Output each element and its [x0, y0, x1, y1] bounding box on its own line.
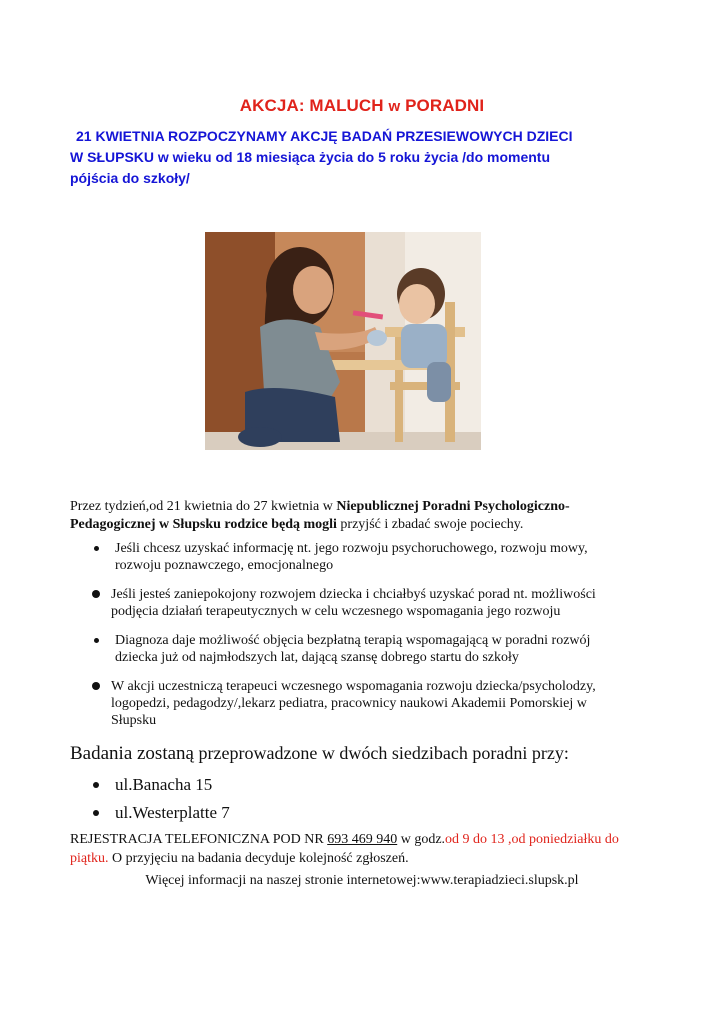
locations-heading — [70, 743, 670, 765]
bullet-icon — [92, 682, 100, 690]
list-item-line: Jeśli jesteś zaniepokojony rozwojem dziecka i chciałbyś uzyskać porad nt. możliwości — [111, 587, 596, 602]
bullet-icon — [93, 810, 99, 816]
subtitle-line-3: pójścia do szkoły/ — [70, 170, 190, 186]
registration-text: REJESTRACJA TELEFONICZNA POD NR — [70, 832, 328, 847]
registration-text-3: O przyjęciu na badania decyduje kolejność zgłoszeń. — [108, 851, 409, 866]
list-item-line: Jeśli chcesz uzyskać informację nt. jego rozwoju psychoruchowego, rozwoju mowy, — [115, 541, 588, 556]
intro-text: Przez tydzień,od 21 kwietnia do 27 kwietnia w — [70, 499, 337, 514]
locations-heading-rest: przeprowadzone w dwóch siedzibach poradni przy: — [193, 743, 569, 763]
intro-text-2: przyjść i zbadać swoje pociechy. — [336, 517, 524, 532]
address-list — [90, 774, 230, 830]
locations-heading-big: Badania zostaną — [70, 743, 194, 764]
registration-hours: od 9 do 13 ,od poniedziałku do — [445, 832, 619, 847]
list-item — [90, 586, 670, 620]
list-item-line: Diagnoza daje możliwość objęcia bezpłatną terapią wspomagającą w poradni rozwój — [115, 633, 591, 648]
phone-link[interactable]: 693 469 940 — [327, 832, 398, 847]
list-item-line: rozwoju poznawczego, emocjonalnego — [115, 558, 334, 573]
list-item-line: logopedzi, pedagodzy/,lekarz pediatra, pracownicy naukowi Akademii Pomorskiej w — [111, 696, 587, 711]
title-main: AKCJA: MALUCH — [239, 96, 389, 115]
address-banacha: ul.Banacha 15 — [115, 775, 213, 794]
title-rest: PORADNI — [400, 96, 485, 115]
list-item-line: podjęcia działań terapeutycznych w celu wczesnego wspomagania jego rozwoju — [111, 604, 561, 619]
intro-paragraph — [70, 498, 670, 534]
list-item — [90, 678, 670, 729]
bullet-list — [90, 540, 670, 741]
subtitle-line-2: W SŁUPSKU w wieku od 18 miesiąca życia do 5 roku życia /do momentu — [70, 149, 551, 165]
intro-bold-1: Niepublicznej Poradni Psychologiczno- — [336, 499, 570, 514]
intro-bold-2: Pedagogicznej w Słupsku rodzice będą mogli — [70, 517, 337, 532]
bullet-icon — [92, 590, 100, 598]
subtitle — [70, 126, 660, 189]
bullet-icon — [94, 546, 99, 551]
registration-hours-2: piątku. — [70, 851, 109, 866]
address-westerplatte: ul.Westerplatte 7 — [115, 803, 230, 822]
title-w: w — [388, 98, 401, 115]
list-item — [90, 774, 230, 796]
list-item-line: dziecka już od najmłodszych lat, dającą szansę dobrego startu do szkoły — [115, 650, 519, 665]
registration-paragraph — [70, 830, 660, 868]
bullet-icon — [93, 782, 99, 788]
photo-woman-child-icon — [205, 232, 481, 450]
subtitle-line-1: 21 KWIETNIA ROZPOCZYNAMY AKCJĘ BADAŃ PRZESIEWOWYCH DZIECI — [76, 128, 573, 144]
list-item-line: W akcji uczestniczą terapeuci wczesnego wspomagania rozwoju dziecka/psycholodzy, — [111, 679, 596, 694]
list-item — [90, 540, 670, 574]
list-item-line: Słupsku — [111, 713, 157, 728]
more-info: Więcej informacji na naszej stronie internetowej:www.terapiadzieci.slupsk.pl — [145, 873, 579, 888]
list-item — [90, 802, 230, 824]
registration-text-2: w godz. — [397, 832, 446, 847]
page-title — [0, 96, 724, 116]
list-item — [90, 632, 670, 666]
bullet-icon — [94, 638, 99, 643]
